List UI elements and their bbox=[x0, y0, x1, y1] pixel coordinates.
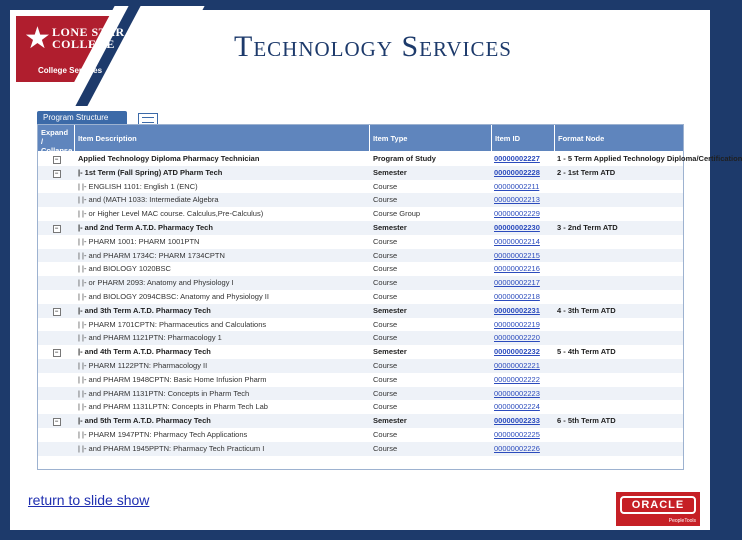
collapse-toggle-icon[interactable]: − bbox=[53, 349, 61, 357]
item-id-link[interactable]: 00000002233 bbox=[494, 416, 540, 426]
table-row bbox=[38, 414, 683, 428]
expand-cell bbox=[38, 152, 75, 166]
item-type-cell: Semester bbox=[373, 416, 407, 426]
item-type-cell: Semester bbox=[373, 223, 407, 232]
col-expand-collapse: Expand / Collapse bbox=[38, 125, 75, 151]
expand-cell bbox=[38, 414, 75, 428]
item-id-link[interactable]: 00000002217 bbox=[494, 278, 540, 288]
return-to-slide-show-link[interactable]: return to slide show bbox=[28, 492, 150, 508]
item-description-cell: | |- and PHARM 1945PPTN: Pharmacy Tech Practicum I bbox=[78, 443, 265, 453]
logo-line2: COLLEGE bbox=[52, 37, 115, 51]
item-id-link[interactable]: 00000002219 bbox=[494, 319, 540, 329]
table-row bbox=[38, 442, 683, 456]
item-type-cell: Program of Study bbox=[373, 154, 436, 163]
format-node-cell: 5 - 4th Term ATD bbox=[557, 347, 616, 357]
table-row bbox=[38, 387, 683, 401]
table-row bbox=[38, 318, 683, 332]
item-description-cell: | |- PHARM 1122PTN: Pharmacology II bbox=[78, 361, 208, 370]
item-type-cell: Course bbox=[373, 388, 398, 398]
item-id-link[interactable]: 00000002232 bbox=[494, 347, 540, 357]
item-type-cell: Course bbox=[373, 333, 398, 343]
table-row bbox=[38, 359, 683, 373]
item-type-cell: Course bbox=[373, 361, 398, 370]
collapse-toggle-icon[interactable]: − bbox=[53, 225, 61, 233]
table-row bbox=[38, 152, 742, 166]
item-type-cell: Course Group bbox=[373, 209, 421, 219]
item-type-cell: Course bbox=[373, 319, 398, 329]
item-id-link[interactable]: 00000002229 bbox=[494, 209, 540, 219]
item-type-cell: Semester bbox=[373, 305, 407, 315]
table-row bbox=[38, 304, 683, 318]
item-id-link[interactable]: 00000002222 bbox=[494, 374, 540, 384]
item-type-cell: Course bbox=[373, 250, 398, 260]
item-id-link[interactable]: 00000002216 bbox=[494, 264, 540, 274]
table-row bbox=[38, 331, 683, 345]
item-id-link[interactable]: 00000002215 bbox=[494, 250, 540, 260]
item-id-link[interactable]: 00000002218 bbox=[494, 292, 540, 301]
table-row bbox=[38, 345, 683, 359]
item-type-cell: Course bbox=[373, 402, 398, 412]
star-icon: ★ bbox=[24, 22, 51, 55]
grid-header bbox=[38, 125, 683, 155]
table-row bbox=[38, 249, 683, 263]
item-description-cell: | |- and PHARM 1734C: PHARM 1734CPTN bbox=[78, 250, 225, 260]
table-row bbox=[38, 180, 683, 194]
expand-cell bbox=[38, 304, 75, 318]
item-description-cell: | |- and BIOLOGY 2094CBSC: Anatomy and Physiology II bbox=[78, 292, 269, 301]
item-description-cell: | |- and PHARM 1121PTN: Pharmacology 1 bbox=[78, 333, 222, 343]
item-type-cell: Course bbox=[373, 264, 398, 274]
item-description-cell: | |- or Higher Level MAC course. Calculus,Pre-Calculus) bbox=[78, 209, 264, 219]
table-row bbox=[38, 276, 683, 290]
tab-program-structure[interactable]: Program Structure bbox=[37, 111, 127, 124]
format-node-cell: 2 - 1st Term ATD bbox=[557, 167, 616, 177]
item-id-link[interactable]: 00000002226 bbox=[494, 443, 540, 453]
table-row bbox=[38, 290, 683, 304]
item-id-link[interactable]: 00000002223 bbox=[494, 388, 540, 398]
slide bbox=[10, 10, 742, 530]
header bbox=[10, 10, 710, 82]
item-id-link[interactable]: 00000002214 bbox=[494, 236, 540, 246]
logo-line1: LONE STAR bbox=[52, 25, 125, 39]
expand-cell bbox=[38, 166, 75, 180]
item-id-link[interactable]: 00000002213 bbox=[494, 195, 540, 205]
col-item-type: Item Type bbox=[370, 125, 492, 151]
item-id-link[interactable]: 00000002211 bbox=[494, 181, 540, 191]
collapse-toggle-icon[interactable]: − bbox=[53, 418, 61, 426]
col-item-description: Item Description bbox=[75, 125, 370, 151]
format-node-cell: 1 - 5 Term Applied Technology Diploma/Certification bbox=[557, 154, 742, 163]
item-description-cell: | |- and BIOLOGY 1020BSC bbox=[78, 264, 171, 274]
program-structure-grid bbox=[37, 124, 742, 470]
expand-cell bbox=[38, 345, 75, 359]
item-description-cell: | |- and PHARM 1948CPTN: Basic Home Infusion Pharm bbox=[78, 374, 267, 384]
item-id-link[interactable]: 00000002224 bbox=[494, 402, 540, 412]
collapse-toggle-icon[interactable]: − bbox=[53, 170, 61, 178]
item-type-cell: Semester bbox=[373, 347, 407, 357]
col-item-id: Item ID bbox=[492, 125, 555, 151]
item-description-cell: | |- or PHARM 2093: Anatomy and Physiology I bbox=[78, 278, 234, 288]
item-description-cell: | |- PHARM 1701CPTN: Pharmaceutics and Calculations bbox=[78, 319, 267, 329]
item-description-cell: | |- and (MATH 1033: Intermediate Algebra bbox=[78, 195, 219, 205]
page-title: Technology Services bbox=[234, 30, 512, 63]
item-id-link[interactable]: 00000002225 bbox=[494, 430, 540, 439]
item-id-link[interactable]: 00000002220 bbox=[494, 333, 540, 343]
format-node-cell: 3 - 2nd Term ATD bbox=[557, 223, 618, 232]
table-row bbox=[38, 400, 683, 414]
format-node-cell: 6 - 5th Term ATD bbox=[557, 416, 616, 426]
item-type-cell: Course bbox=[373, 443, 398, 453]
table-row bbox=[38, 221, 683, 235]
table-row bbox=[38, 166, 683, 180]
item-type-cell: Course bbox=[373, 181, 398, 191]
oracle-logo: ORACLE PeopleTools bbox=[616, 492, 700, 526]
item-type-cell: Course bbox=[373, 292, 398, 301]
item-description-cell: |- and 4th Term A.T.D. Pharmacy Tech bbox=[78, 347, 211, 357]
table-row bbox=[38, 235, 683, 249]
collapse-toggle-icon[interactable]: − bbox=[53, 156, 61, 164]
item-id-link[interactable]: 00000002231 bbox=[494, 305, 540, 315]
item-description-cell: |- and 3th Term A.T.D. Pharmacy Tech bbox=[78, 305, 211, 315]
item-description-cell: |- and 5th Term A.T.D. Pharmacy Tech bbox=[78, 416, 211, 426]
item-description-cell: | |- ENGLISH 1101: English 1 (ENC) bbox=[78, 181, 198, 191]
item-type-cell: Course bbox=[373, 374, 398, 384]
item-type-cell: Course bbox=[373, 195, 398, 205]
item-type-cell: Course bbox=[373, 430, 398, 439]
table-row bbox=[38, 193, 683, 207]
item-description-cell: Applied Technology Diploma Pharmacy Technician bbox=[78, 154, 260, 163]
item-type-cell: Course bbox=[373, 278, 398, 288]
item-id-link[interactable]: 00000002227 bbox=[494, 154, 540, 163]
item-description-cell: | |- and PHARM 1131PTN: Concepts in Pharm Tech bbox=[78, 388, 250, 398]
table-row bbox=[38, 373, 683, 387]
item-type-cell: Semester bbox=[373, 167, 407, 177]
item-description-cell: | |- PHARM 1001: PHARM 1001PTN bbox=[78, 236, 200, 246]
format-node-cell: 4 - 3th Term ATD bbox=[557, 305, 616, 315]
item-description-cell: | |- and PHARM 1131LPTN: Concepts in Pharm Tech Lab bbox=[78, 402, 268, 412]
logo-subtitle: College Services bbox=[38, 66, 103, 75]
table-row bbox=[38, 207, 683, 221]
item-id-link[interactable]: 00000002230 bbox=[494, 223, 540, 232]
expand-cell bbox=[38, 221, 75, 235]
collapse-toggle-icon[interactable]: − bbox=[53, 308, 61, 316]
item-id-link[interactable]: 00000002221 bbox=[494, 361, 540, 370]
table-row bbox=[38, 428, 683, 442]
item-id-link[interactable]: 00000002228 bbox=[494, 167, 540, 177]
col-format-node: Format Node bbox=[558, 134, 605, 143]
item-type-cell: Course bbox=[373, 236, 398, 246]
table-row bbox=[38, 262, 683, 276]
item-description-cell: |- and 2nd Term A.T.D. Pharmacy Tech bbox=[78, 223, 213, 232]
item-description-cell: | |- PHARM 1947PTN: Pharmacy Tech Applications bbox=[78, 430, 248, 439]
item-description-cell: |- 1st Term (Fall Spring) ATD Pharm Tech bbox=[78, 167, 223, 177]
lone-star-college-logo bbox=[16, 16, 136, 82]
